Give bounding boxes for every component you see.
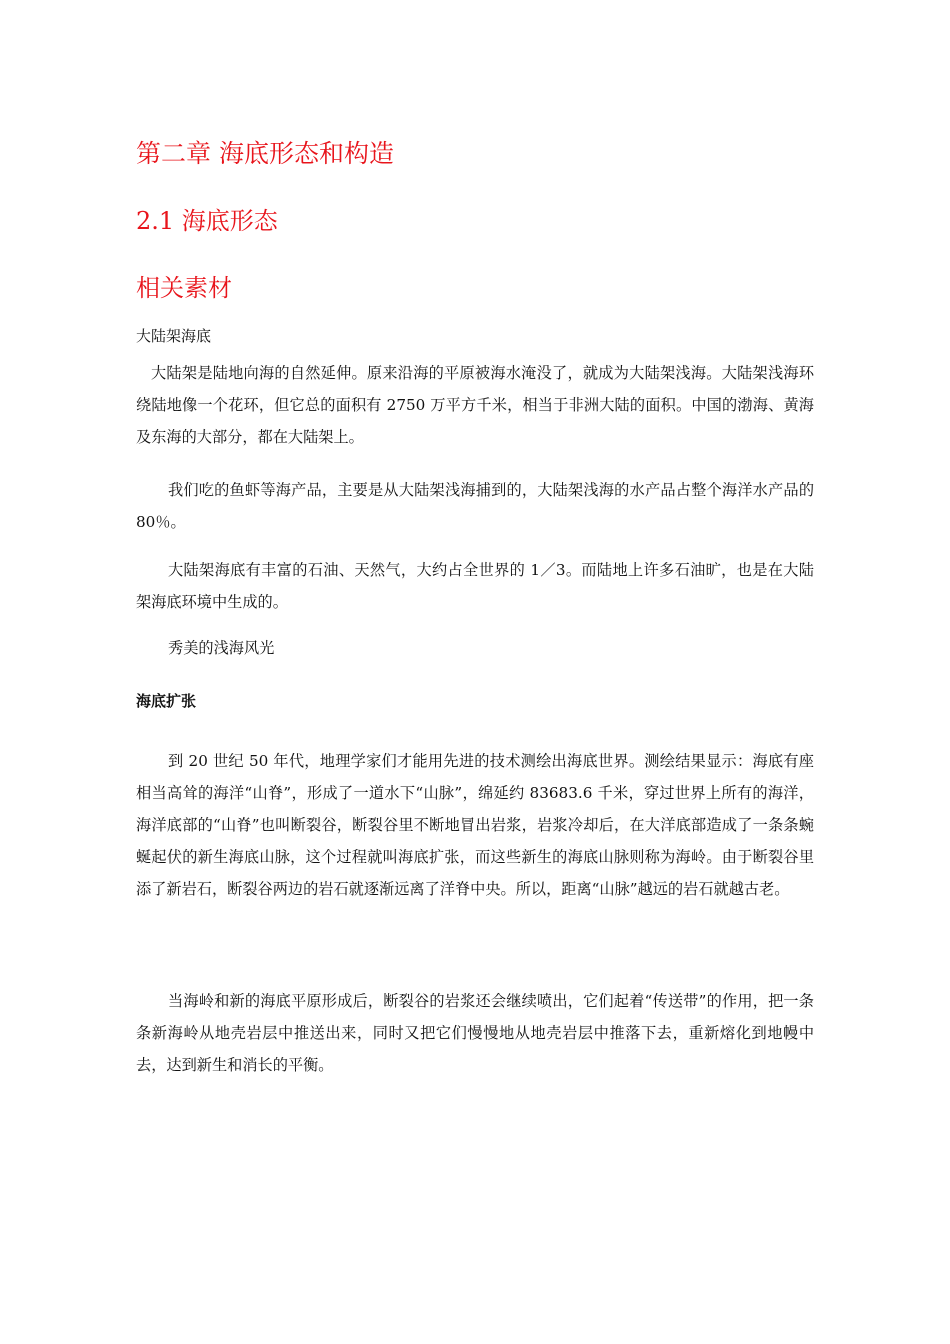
spreading-paragraph-2: 当海岭和新的海底平原形成后，断裂谷的岩浆还会继续喷出，它们起着“传送带”的作用，把一条条新海岭从地壳岩层中推送出来，同时又把它们慢慢地从地壳岩层中推落下去，重新熔化到地幔中去，达到新生和消长的平衡。 <box>136 992 814 1074</box>
chapter-heading: 第二章 海底形态和构造 <box>136 139 394 168</box>
spreading-paragraph-1: 到 20 世纪 50 年代，地理学家们才能用先进的技术测绘出海底世界。测绘结果显示：海底有座相当高耸的海洋“山脊”，形成了一道水下“山脉”，绵延约 83683.6 千米，穿过世界上所有的海洋，海洋底部的“山脊”也叫断裂谷，断裂谷里不断地冒出岩浆，岩浆冷却后，在大洋底部造成了一条条蜿蜒起伏的新生海底山脉，这个过程就叫海底扩张，而这些新生的海底山脉则称为海岭。由于断裂谷里添了新岩石，断裂谷两边的岩石就逐渐远离了洋脊中央。所以，距离“山脉”越远的岩石就越古老。 <box>136 752 814 898</box>
shelf-paragraph-1: 大陆架是陆地向海的自然延伸。原来沿海的平原被海水淹没了，就成为大陆架浅海。大陆架浅海环绕陆地像一个花环，但它总的面积有 2750 万平方千米，相当于非洲大陆的面积。中国的渤海、黄海及东海的大部分，都在大陆架上。 <box>136 364 814 446</box>
section-heading: 2.1 海底形态 <box>136 207 278 235</box>
shelf-paragraph-3: 大陆架海底有丰富的石油、天然气，大约占全世界的 1／3。而陆地上许多石油旷，也是在大陆架海底环境中生成的。 <box>136 561 814 611</box>
seafloor-spreading-title: 海底扩张 <box>136 692 197 710</box>
shelf-paragraph-2: 我们吃的鱼虾等海产品，主要是从大陆架浅海捕到的，大陆架浅海的水产品占整个海洋水产品的 80％。 <box>136 481 814 531</box>
material-heading: 相关素材 <box>136 274 232 302</box>
shelf-caption: 秀美的浅海风光 <box>168 639 275 657</box>
continental-shelf-title: 大陆架海底 <box>136 327 212 345</box>
